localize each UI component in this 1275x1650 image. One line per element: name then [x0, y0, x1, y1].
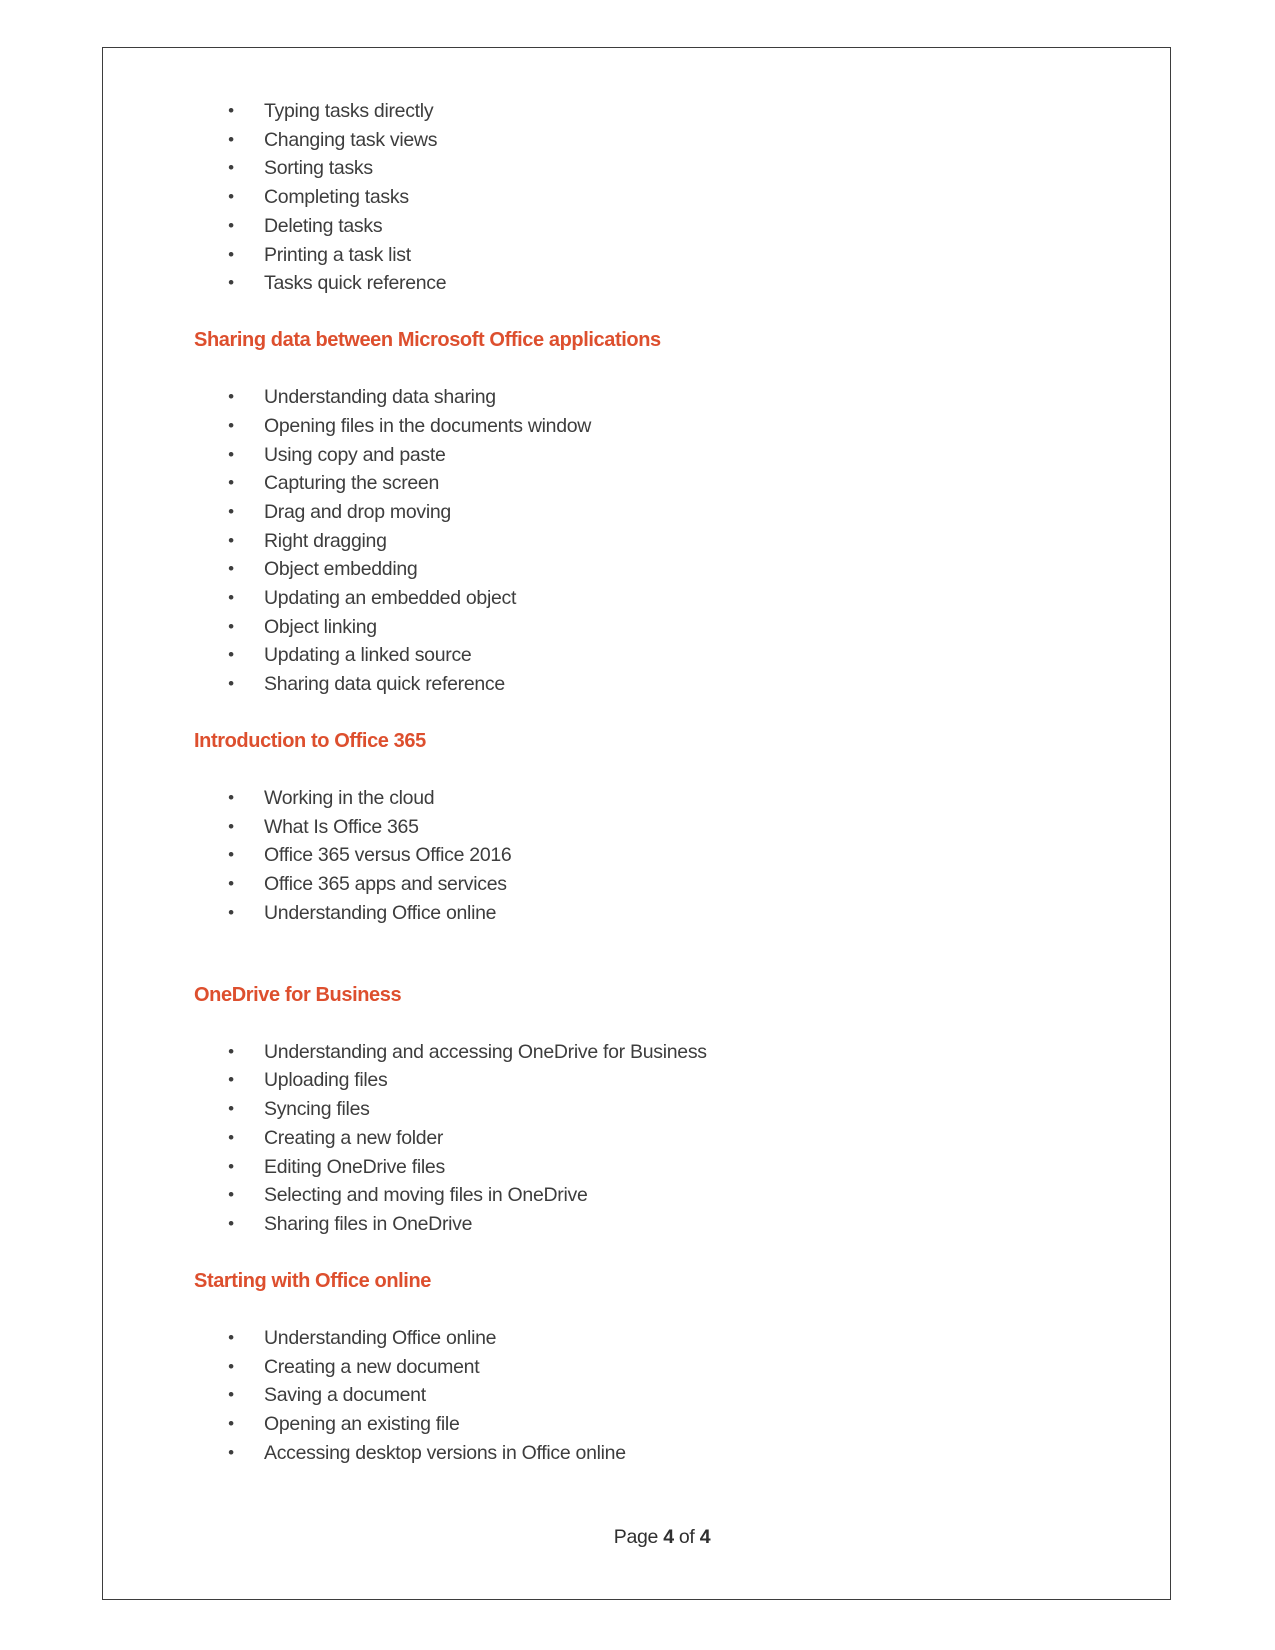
list-item-text: Updating an embedded object [264, 587, 517, 610]
section-heading: Introduction to Office 365 [194, 729, 426, 752]
list-item [194, 899, 1130, 928]
bullet-icon: • [228, 101, 234, 120]
bullet-icon: • [228, 1414, 234, 1434]
list-item-text: Working in the cloud [264, 787, 435, 810]
list-item [194, 97, 1130, 126]
bullet-icon: • [228, 1156, 234, 1176]
list-item-text: Using copy and paste [264, 443, 446, 466]
bullet-icon: • [228, 674, 234, 694]
list-item [194, 1324, 1130, 1353]
list-item-text: Sharing files in OneDrive [264, 1213, 473, 1235]
list-item-text: Object linking [264, 615, 377, 638]
list-item [194, 670, 1130, 699]
bullet-icon: • [228, 845, 234, 865]
list-item-text: Accessing desktop versions in Office online [264, 1441, 626, 1464]
list-item [194, 126, 1130, 155]
list-item-text: Creating a new folder [264, 1126, 444, 1149]
bullet-icon: • [228, 874, 234, 894]
list-item-text: Capturing the screen [264, 472, 440, 495]
list-item-text: Creating a new document [264, 1355, 480, 1378]
list-item [194, 1210, 1130, 1239]
bullet-list [194, 1324, 1130, 1468]
list-item [194, 613, 1130, 642]
bullet-icon: • [228, 129, 234, 149]
bullet-icon: • [228, 1070, 234, 1090]
list-item-text: Sharing data quick reference [264, 673, 505, 696]
section-heading: OneDrive for Business [194, 983, 402, 1006]
list-item-text: Understanding and accessing OneDrive for Business [264, 1040, 707, 1063]
list-item [194, 1066, 1130, 1095]
list-item-text: Completing tasks [264, 186, 409, 209]
list-item [194, 870, 1130, 899]
bullet-list [194, 784, 1130, 928]
list-item [194, 841, 1130, 870]
list-item [194, 212, 1130, 241]
list-item-text: Typing tasks directly [264, 100, 434, 122]
list-item-text: Right dragging [264, 529, 387, 552]
bullet-list [194, 1038, 1130, 1239]
bullet-icon: • [228, 415, 234, 435]
bullet-icon: • [228, 1127, 234, 1147]
list-item [194, 412, 1130, 441]
list-item [194, 383, 1130, 412]
bullet-list [194, 383, 1130, 699]
bullet-icon: • [228, 444, 234, 464]
list-item-text: Editing OneDrive files [264, 1155, 445, 1178]
list-item-text: Deleting tasks [264, 214, 383, 237]
bullet-icon: • [228, 187, 234, 207]
bullet-icon: • [228, 244, 234, 264]
list-item-text: Selecting and moving files in OneDrive [264, 1184, 588, 1207]
bullet-icon: • [228, 273, 234, 293]
bullet-icon: • [228, 501, 234, 521]
list-item [194, 1181, 1130, 1210]
list-item [194, 1038, 1130, 1067]
list-item [194, 555, 1130, 584]
bullet-icon: • [228, 215, 234, 235]
bullet-icon: • [228, 1385, 234, 1405]
list-item [194, 784, 1130, 813]
list-item [194, 1410, 1130, 1439]
list-item [194, 1153, 1130, 1182]
bullet-list [194, 97, 1130, 298]
list-item-text: Uploading files [264, 1069, 388, 1092]
list-item-text: Syncing files [264, 1098, 370, 1121]
list-item-text: Sorting tasks [264, 157, 373, 180]
list-item-text: Changing task views [264, 128, 438, 151]
list-item-text: What Is Office 365 [264, 815, 419, 838]
list-item [194, 813, 1130, 842]
bullet-icon: • [228, 1099, 234, 1119]
list-item-text: Understanding Office online [264, 1326, 497, 1349]
bullet-icon: • [228, 1356, 234, 1376]
list-item-text: Office 365 versus Office 2016 [264, 844, 512, 867]
list-item [194, 241, 1130, 270]
list-item-text: Office 365 apps and services [264, 873, 507, 896]
list-item-text: Printing a task list [264, 243, 411, 266]
footer-page-total: 4 [699, 1526, 711, 1549]
bullet-icon: • [228, 530, 234, 550]
page-frame [102, 47, 1171, 1600]
list-item [194, 469, 1130, 498]
list-item-text: Object embedding [264, 558, 418, 581]
bullet-icon: • [228, 1214, 234, 1233]
footer-of-label: of [678, 1526, 695, 1549]
list-item-text: Understanding data sharing [264, 386, 496, 409]
bullet-icon: • [228, 473, 234, 493]
list-item [194, 584, 1130, 613]
list-item [194, 441, 1130, 470]
list-item [194, 269, 1130, 298]
bullet-icon: • [228, 1041, 234, 1061]
bullet-icon: • [228, 902, 234, 922]
list-item-text: Drag and drop moving [264, 500, 451, 523]
section-heading: Sharing data between Microsoft Office applications [194, 328, 661, 351]
bullet-icon: • [228, 559, 234, 579]
list-item-text: Opening files in the documents window [264, 414, 592, 437]
bullet-icon: • [228, 816, 234, 836]
page-footer [194, 1523, 1130, 1552]
document-content [103, 48, 1170, 1552]
bullet-icon: • [228, 387, 234, 407]
list-item-text: Tasks quick reference [264, 272, 447, 295]
bullet-icon: • [228, 788, 234, 808]
list-item [194, 1381, 1130, 1410]
section-heading: Starting with Office online [194, 1269, 431, 1292]
list-item [194, 1124, 1130, 1153]
list-item-text: Saving a document [264, 1384, 426, 1407]
list-item-text: Opening an existing file [264, 1413, 460, 1436]
list-item [194, 527, 1130, 556]
list-item [194, 1095, 1130, 1124]
list-item [194, 1439, 1130, 1468]
bullet-icon: • [228, 1442, 234, 1462]
list-item-text: Understanding Office online [264, 901, 497, 924]
bullet-icon: • [228, 645, 234, 665]
list-item [194, 498, 1130, 527]
footer-page-number: 4 [663, 1526, 674, 1549]
list-item [194, 183, 1130, 212]
bullet-icon: • [228, 1185, 234, 1205]
list-item-text: Updating a linked source [264, 644, 472, 667]
list-item [194, 1353, 1130, 1382]
bullet-icon: • [228, 1327, 234, 1347]
bullet-icon: • [228, 616, 234, 636]
list-item [194, 154, 1130, 183]
footer-page-label: Page [613, 1526, 659, 1549]
list-item [194, 641, 1130, 670]
bullet-icon: • [228, 588, 234, 608]
bullet-icon: • [228, 158, 234, 178]
